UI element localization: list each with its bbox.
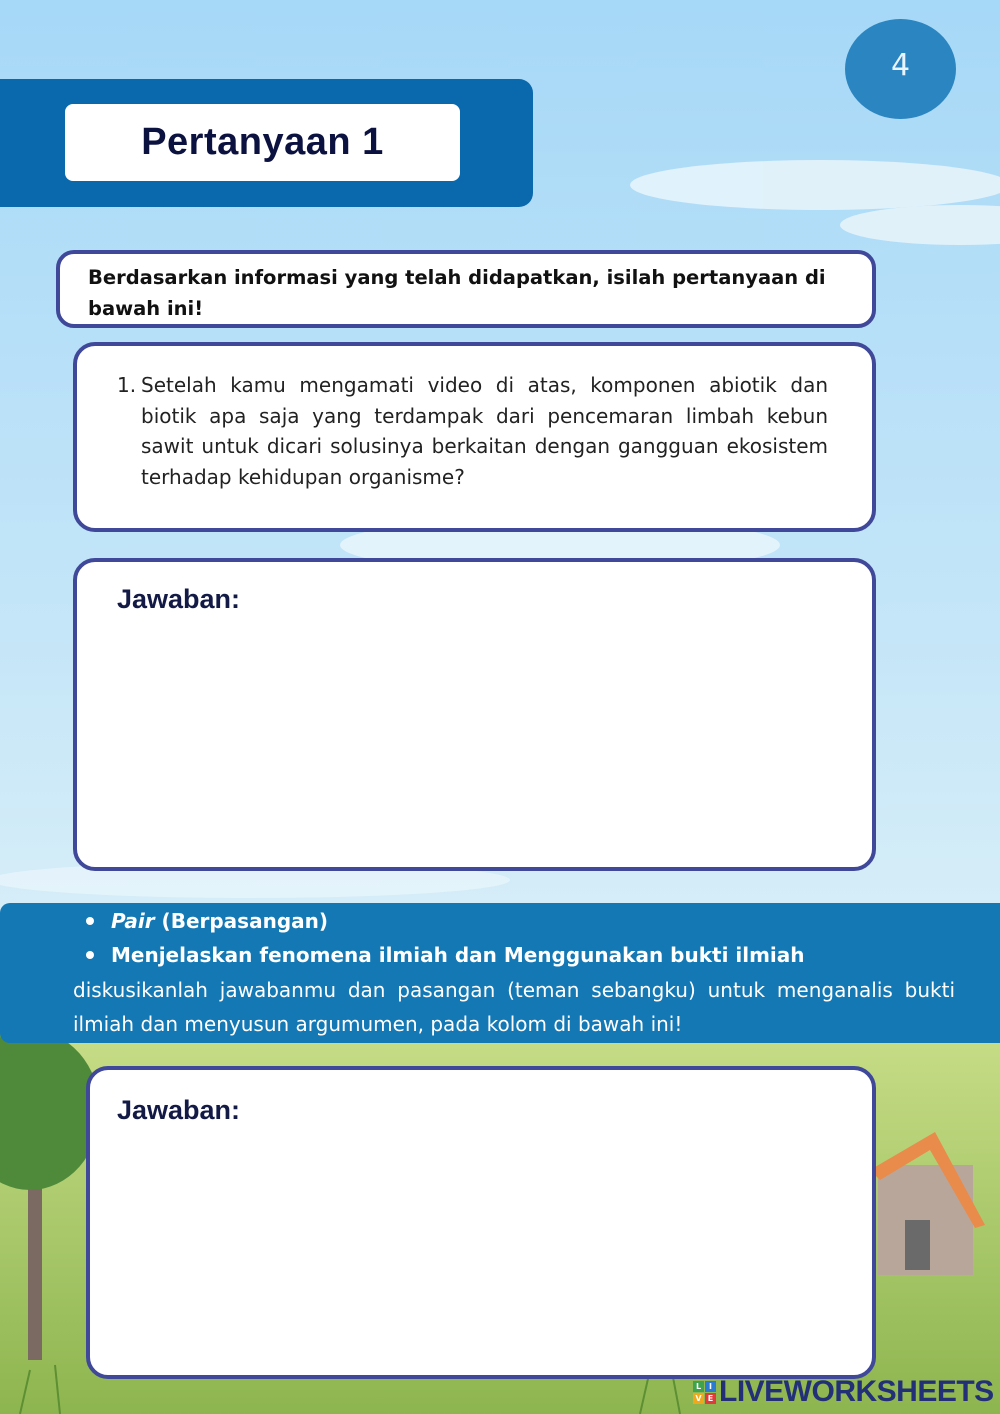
bullet-pair-italic: Pair (111, 909, 155, 933)
question-box (73, 342, 876, 532)
answer-field-1[interactable] (73, 558, 876, 871)
bullet-scientific (86, 938, 805, 972)
collaboration-text: diskusikanlah jawabanmu dan pasangan (teman sebangku) untuk menganalis bukti ilmiah dan menyusun argumumen, pada kolom di bawah ini! (73, 978, 955, 1036)
logo-letter: V (693, 1393, 704, 1404)
logo-letter: L (693, 1381, 704, 1392)
question-item (117, 370, 828, 492)
question-number: 1. (117, 373, 137, 397)
instruction-text: Berdasarkan informasi yang telah didapatkan, isilah pertanyaan di bawah ini! (88, 266, 826, 320)
bullet-scientific-text: Menjelaskan fenomena ilmiah dan Menggunakan bukti ilmiah (111, 943, 805, 967)
answer-label-1: Jawaban: (117, 584, 241, 614)
answer-label-2: Jawaban: (117, 1095, 241, 1125)
liveworksheets-logo (693, 1376, 994, 1408)
bullet-dot-icon (86, 917, 94, 925)
bullet-pair-rest: (Berpasangan) (154, 909, 329, 933)
question-text: Setelah kamu mengamati video di atas, komponen abiotik dan biotik apa saja yang terdampak dari pencemaran limbah kebun sawit untuk dicari solusinya berkaitan dengan gangguan ekosistem terhadap kehidupan organisme? (141, 373, 828, 489)
page-title: Pertanyaan 1 (141, 121, 384, 163)
bullet-dot-icon (86, 951, 94, 959)
page-number-badge: 4 (845, 19, 956, 119)
logo-mark-icon (693, 1381, 716, 1404)
logo-letter: E (705, 1393, 716, 1404)
instruction-box (56, 250, 876, 328)
logo-wordmark: LIVEWORKSHEETS (719, 1375, 994, 1408)
bullet-pair (86, 904, 328, 938)
title-box (65, 104, 460, 181)
answer-field-2[interactable] (86, 1066, 876, 1379)
logo-letter: I (705, 1381, 716, 1392)
